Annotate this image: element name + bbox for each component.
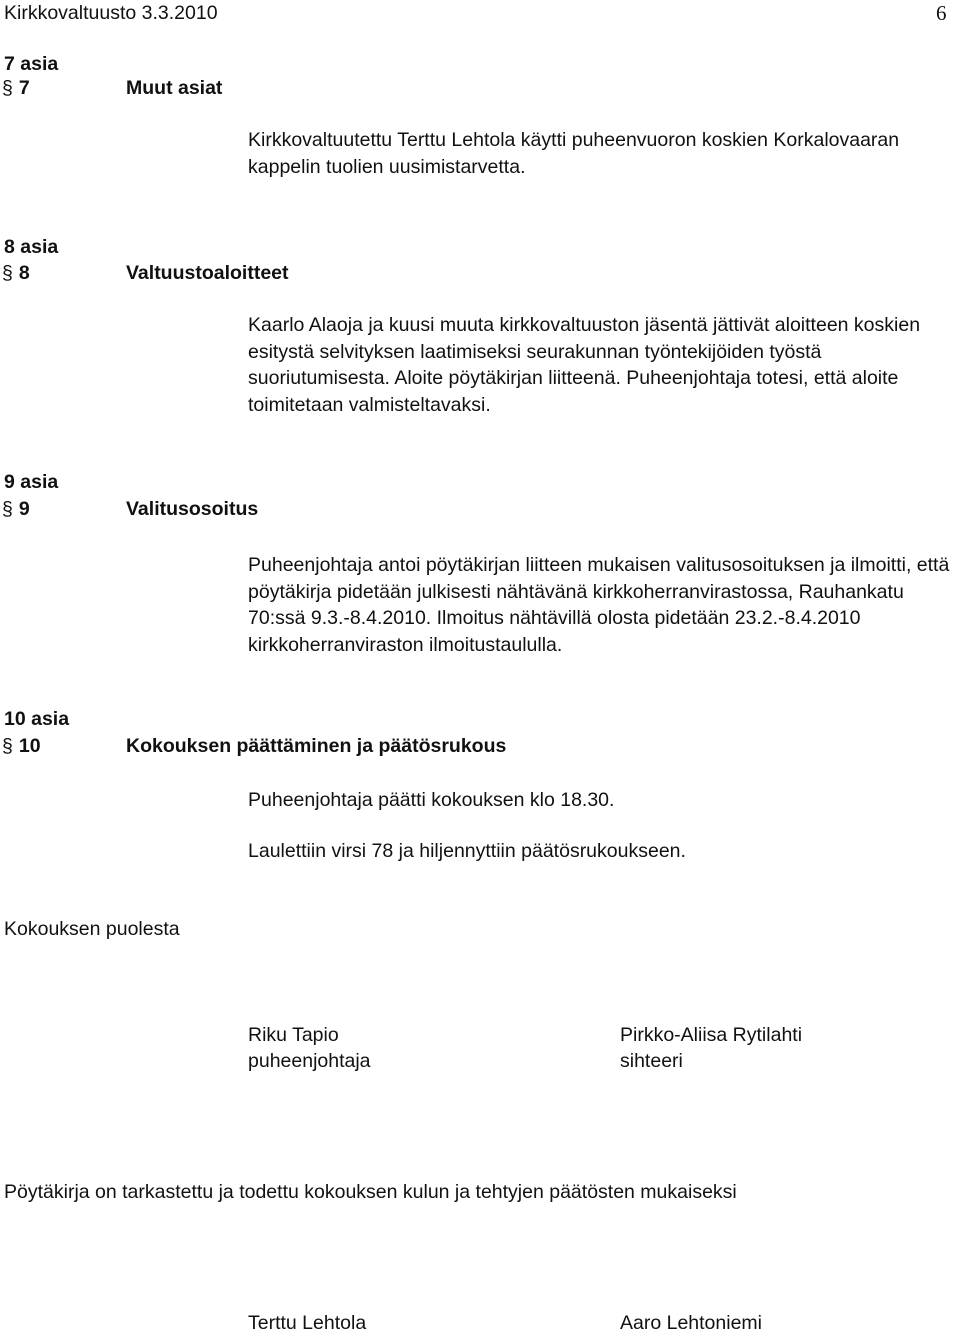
- item-10-title: Kokouksen päättäminen ja päätösrukous: [126, 735, 507, 757]
- section-mark-icon: §: [2, 498, 13, 520]
- verification-text: Pöytäkirja on tarkastettu ja todettu kokouksen kulun ja tehtyjen päätösten mukaiseksi: [4, 1181, 737, 1203]
- item-10-asia: 10 asia: [4, 708, 70, 730]
- item-10-heading: [2, 737, 41, 757]
- item-9-title: Valitusosoitus: [126, 498, 259, 520]
- inspector-2-name: Aaro Lehtoniemi: [620, 1312, 763, 1334]
- section-mark-icon: §: [2, 735, 13, 757]
- item-7-paragraph: Kirkkovaltuutettu Terttu Lehtola käytti puheenvuoron koskien Korkalovaaran kappelin tuolien uusimistarvetta.: [248, 129, 900, 178]
- item-10-paragraph-2: Laulettiin virsi 78 ja hiljennyttiin päätösrukoukseen.: [248, 840, 686, 862]
- item-9-paragraph: Puheenjohtaja antoi pöytäkirjan liitteen mukaisen valitusosoituksen ja ilmoitti, että pöytäkirja pidetään julkisesti nähtävänä kirkkoherranvirastossa, Rauhankatu 70:ssä 9.3.-8.4.2010. Ilmoitus nähtävillä olosta pidetään 23.2.-8.4.2010 kirkkoherranviraston ilmoitustaululla.: [248, 554, 950, 656]
- item-7-heading: [2, 79, 30, 99]
- item-10-number: 10: [18, 735, 41, 757]
- inspector-1-name: Terttu Lehtola: [248, 1312, 367, 1334]
- item-8-heading: [2, 264, 30, 284]
- item-7-asia: 7 asia: [4, 53, 59, 75]
- item-8-number: 8: [18, 262, 30, 284]
- section-mark-icon: §: [2, 77, 13, 99]
- document-header: Kirkkovaltuusto 3.3.2010: [4, 2, 218, 24]
- item-9-heading: [2, 500, 30, 520]
- item-9-number: 9: [18, 498, 30, 520]
- item-7-number: 7: [18, 77, 30, 99]
- secretary-role: sihteeri: [620, 1050, 683, 1072]
- item-10-paragraph-1: Puheenjohtaja päätti kokouksen klo 18.30.: [248, 789, 615, 811]
- item-8-title: Valtuustoaloitteet: [126, 262, 289, 284]
- item-9-asia: 9 asia: [4, 471, 59, 493]
- item-8-asia: 8 asia: [4, 236, 59, 258]
- page-number: 6: [936, 1, 947, 25]
- item-7-title: Muut asiat: [126, 77, 223, 99]
- chair-role: puheenjohtaja: [248, 1050, 371, 1072]
- chair-name: Riku Tapio: [248, 1024, 339, 1046]
- on-behalf-label: Kokouksen puolesta: [4, 918, 180, 940]
- section-mark-icon: §: [2, 262, 13, 284]
- secretary-name: Pirkko-Aliisa Rytilahti: [620, 1024, 803, 1046]
- item-8-paragraph: Kaarlo Alaoja ja kuusi muuta kirkkovaltuuston jäsentä jättivät aloitteen koskien esitystä selvityksen laatimiseksi seurakunnan työntekijöiden työstä suoriutumisesta. Aloite pöytäkirjan liitteenä. Puheenjohtaja totesi, että aloite toimitetaan valmisteltavaksi.: [248, 314, 921, 416]
